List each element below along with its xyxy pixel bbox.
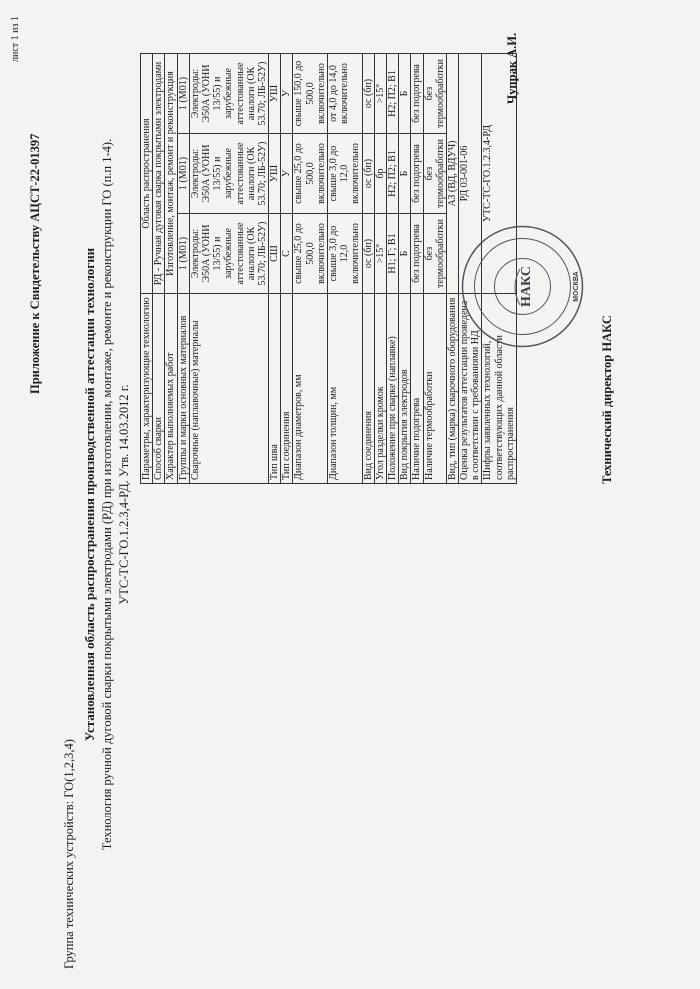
table-row: [399, 54, 411, 484]
table-cell: РД - Ручная дуговая сварка покрытыми электродами: [153, 54, 165, 294]
table-cell: свыше 150,0 до 500,0 включительно: [293, 54, 328, 134]
table-cell: бр: [374, 134, 386, 214]
table-cell: Группы и марки основных материалов: [177, 294, 189, 484]
table-cell: У: [281, 54, 293, 134]
table-cell: Диапазон диаметров, мм: [293, 294, 328, 484]
table-cell: Изготовление, монтаж, ремонт и реконструкция: [165, 54, 177, 294]
table-cell: Вид, тип (марка) сварочного оборудования: [446, 294, 458, 484]
table-cell: без термообработки: [423, 214, 446, 294]
table-cell: ос (бп): [362, 54, 374, 134]
table-cell: Тип соединения: [281, 294, 293, 484]
signatory-name: Чупрак А.И.: [505, 32, 519, 104]
table-cell: от 4,0 до 14,0 включительно: [328, 54, 363, 134]
table-cell: Электроды: Э50А (УОНИ 13/55) и зарубежные аттестованные аналоги (ОК 53.70; ЛБ-52У): [189, 54, 268, 134]
table-row: [141, 54, 153, 484]
table-cell: Б: [399, 134, 411, 214]
table-cell: свыше 25,0 до 500,0 включительно: [293, 134, 328, 214]
table-cell: Н2; П2; В1: [386, 134, 398, 214]
appendix-title: Приложение к Свидетельству АЦСТ-22-01397: [28, 133, 42, 394]
table-row: [189, 54, 268, 484]
table-cell: Б: [399, 214, 411, 294]
table-cell: Шифры заявленных технологий, соответствующих данной области распространения: [482, 294, 517, 484]
stamp-city-text: МОСКВА: [573, 271, 580, 302]
table-cell: Способ сварки: [153, 294, 165, 484]
table-cell: 1 (М01): [177, 54, 189, 134]
naks-stamp: [460, 224, 585, 349]
table-cell: Вид покрытия электродов: [399, 294, 411, 484]
table-row: [177, 54, 189, 484]
sheet-number: лист 1 из 1: [10, 16, 21, 62]
table-cell: Электроды: Э50А (УОНИ 13/55) и зарубежные аттестованные аналоги (ОК 53.70; ЛБ-52У): [189, 134, 268, 214]
table-row: [328, 54, 363, 484]
table-cell: С: [281, 214, 293, 294]
table-cell: УШ: [269, 54, 281, 134]
table-row: [423, 54, 446, 484]
table-cell: ос (бп): [362, 134, 374, 214]
table-row: [281, 54, 293, 484]
table-cell: без подогрева: [411, 54, 423, 134]
table-cell: Б: [399, 54, 411, 134]
table-cell: Характер выполняемых работ: [165, 294, 177, 484]
table-cell: Оценка результатов аттестации проведена в соответствии с требованиями НД: [459, 294, 482, 484]
table-cell: Электроды: Э50А (УОНИ 13/55) и зарубежные аттестованные аналоги (ОК 53.70; ЛБ-52У): [189, 214, 268, 294]
document-title: Установленная область распространения производственной аттестации технологии: [82, 247, 97, 742]
table-row: [165, 54, 177, 484]
table-cell: СШ: [269, 214, 281, 294]
table-cell: без термообработки: [423, 134, 446, 214]
table-row: [362, 54, 374, 484]
table-cell: ос (бп): [362, 214, 374, 294]
table-cell: Наличие подогрева: [411, 294, 423, 484]
table-cell: УТС-ТС-ГО.1.2.3,4-РД: [482, 54, 517, 294]
table-cell: РД 03-001-06: [459, 54, 482, 294]
table-row: [269, 54, 281, 484]
table-cell: Н1; Г; В1: [386, 214, 398, 294]
table-cell: без подогрева: [411, 214, 423, 294]
table-cell: АЗ (ВД, ВДУЧ): [446, 54, 458, 294]
table-cell: Сварочные (наплавочные) материалы: [189, 294, 268, 484]
table-cell: УШ: [269, 134, 281, 214]
table-row: [153, 54, 165, 484]
table-cell: без подогрева: [411, 134, 423, 214]
table-row: [446, 54, 458, 484]
document-subtitle: Технология ручной дуговой сварки покрытыми электродами (РД) при изготовлении, монтаже, ремонте и реконструкции ГО (п.п 1-4).: [100, 138, 114, 851]
table-cell: Положение при сварке (наплавке): [386, 294, 398, 484]
table-cell: Тип шва: [269, 294, 281, 484]
table-cell: Параметры, характеризующие технологию: [141, 294, 153, 484]
table-cell: >15°: [374, 214, 386, 294]
table-row: [386, 54, 398, 484]
table-row: [411, 54, 423, 484]
table-cell: Диапазон толщин, мм: [328, 294, 363, 484]
table-cell: Область распространения: [141, 54, 153, 294]
table-cell: свыше 25,0 до 500,0 включительно: [293, 214, 328, 294]
table-cell: >15°: [374, 54, 386, 134]
device-group: Группа технических устройств: ГО(1,2,3,4): [62, 739, 76, 969]
table-cell: Н2; П2; В1: [386, 54, 398, 134]
table-cell: Вид соединения: [362, 294, 374, 484]
table-row: [293, 54, 328, 484]
document-subtitle-2: УТС-ТС-ГО.1.2.3,4-РД. Утв. 14.03.2012 г.: [117, 384, 131, 605]
table-cell: 1 (М01): [177, 134, 189, 214]
table-cell: свыше 3,0 до 12,0 включительно: [328, 134, 363, 214]
table-cell: У: [281, 134, 293, 214]
stamp-center-text: НАКС: [519, 266, 534, 307]
table-row: [374, 54, 386, 484]
table-cell: без термообработки: [423, 54, 446, 134]
director-title: Технический директор НАКС: [600, 315, 614, 484]
table-cell: 1 (М01): [177, 214, 189, 294]
table-cell: свыше 3,0 до 12,0 включительно: [328, 214, 363, 294]
table-cell: Наличие термообработки: [423, 294, 446, 484]
table-cell: Угол разделки кромок: [374, 294, 386, 484]
